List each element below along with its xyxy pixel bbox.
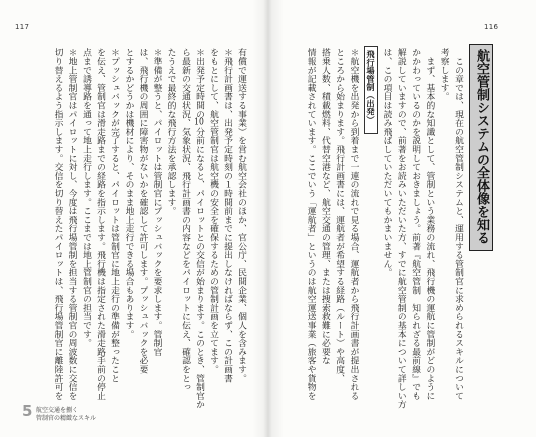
text-column: を伝え、管制官は滑走路までの経路を指示します。飛行機は指定された滑走路手前の停止 [95,48,105,400]
text-column: は、この項目は読み飛ばしていただいてもかまいません。 [381,48,392,277]
text-column: とするかどうかは機材により、そのまま地上走行できる場合もあります。 [123,48,134,339]
text-column: ところから始まります。飛行計画書には、運航者が希望する経路（ルート）や高度、 [334,48,345,383]
chapter-number: 5 [22,402,33,420]
text-column: まず、基本的な知識として、管制という業務の流れ、飛行機の運航に管制がどのように [424,48,435,400]
text-column: かかわっているのかを説明しておきましょう。前著『航空管制 知られざる最前線』でも [410,48,421,400]
text-column: ＊航空機を出発から到着まで一連の流れで見る場合、運航者から飛行計画書が提出される [348,48,359,400]
text-column: 切り替えるよう指示します。交信を切り替えたパイロットは、飛行場管制官に離陸許可を [52,48,63,400]
text-column: ＊準備が整うと、パイロットは管制官にプッシュバックを要求します。管制官 [151,48,162,356]
text-column: 点まで誘導路を通って地上走行します。ここまでは地上管制官の担当です。 [81,48,91,348]
text-column: ＊出発予定時間の10分前になると、パイロットとの交信が始まります。このとき、管制官か [194,48,204,409]
text-column: この章では、現在の航空管制システムと、運用する管制官に求められるスキルについて [453,48,463,400]
text-column: は、飛行機の周囲に障害物がないかを確認して許可します。プッシュバックを必要 [137,48,148,374]
text-column: たうえで最終的な飛行方法を承認します。 [165,48,176,216]
book-gutter [252,0,284,437]
page-number: 116 [484,23,499,31]
chapter-title-line: 航空交通を捌く [36,407,79,414]
text-column: 情報が記載されています。ここでいう「運航者」というのは航空運送事業（旅客や貨物を [305,48,316,400]
chapter-title-line: 管制官の精緻なスキル [36,415,96,422]
text-column: 解説していますので、前著をお読みいただいた方、すでに航空管制の基本について詳しい方 [395,48,406,409]
text-column: 考察します。 [438,48,449,101]
page-number: 117 [15,23,30,31]
text-column: ＊プッシュバックが完了すると、パイロットは管制官に地上走行の準備が整ったこと [109,48,119,383]
section-heading: 航空管制システムの全体像を知る [469,44,493,251]
text-column: ＊地上管制官はパイロットに対し、今度は飛行場管制を担当する管制官の周波数に交信を [66,48,77,400]
text-column: ＊飛行計画書は、出発予定時刻の１時間前までに提出しなければならず、この計画書 [222,48,232,383]
text-column: をもとにして、航空管制官は航空機の安全を確保するための管制計画を立てます。 [208,48,218,374]
subsection-heading: 飛行場管制（出発） [364,46,378,134]
text-column: 搭乗人数、積載燃料、代替空港など、航空交通の管理、または捜索救難に必要な [319,48,330,365]
text-column: ら最新の交通状況、気象状況、飛行計画書の内容などをパイロットに伝え、確認をとっ [180,48,190,392]
text-column: 有償で運送する事業）を営む航空会社のほか、官公庁、民間企業、個人を含みます。 [236,48,246,383]
